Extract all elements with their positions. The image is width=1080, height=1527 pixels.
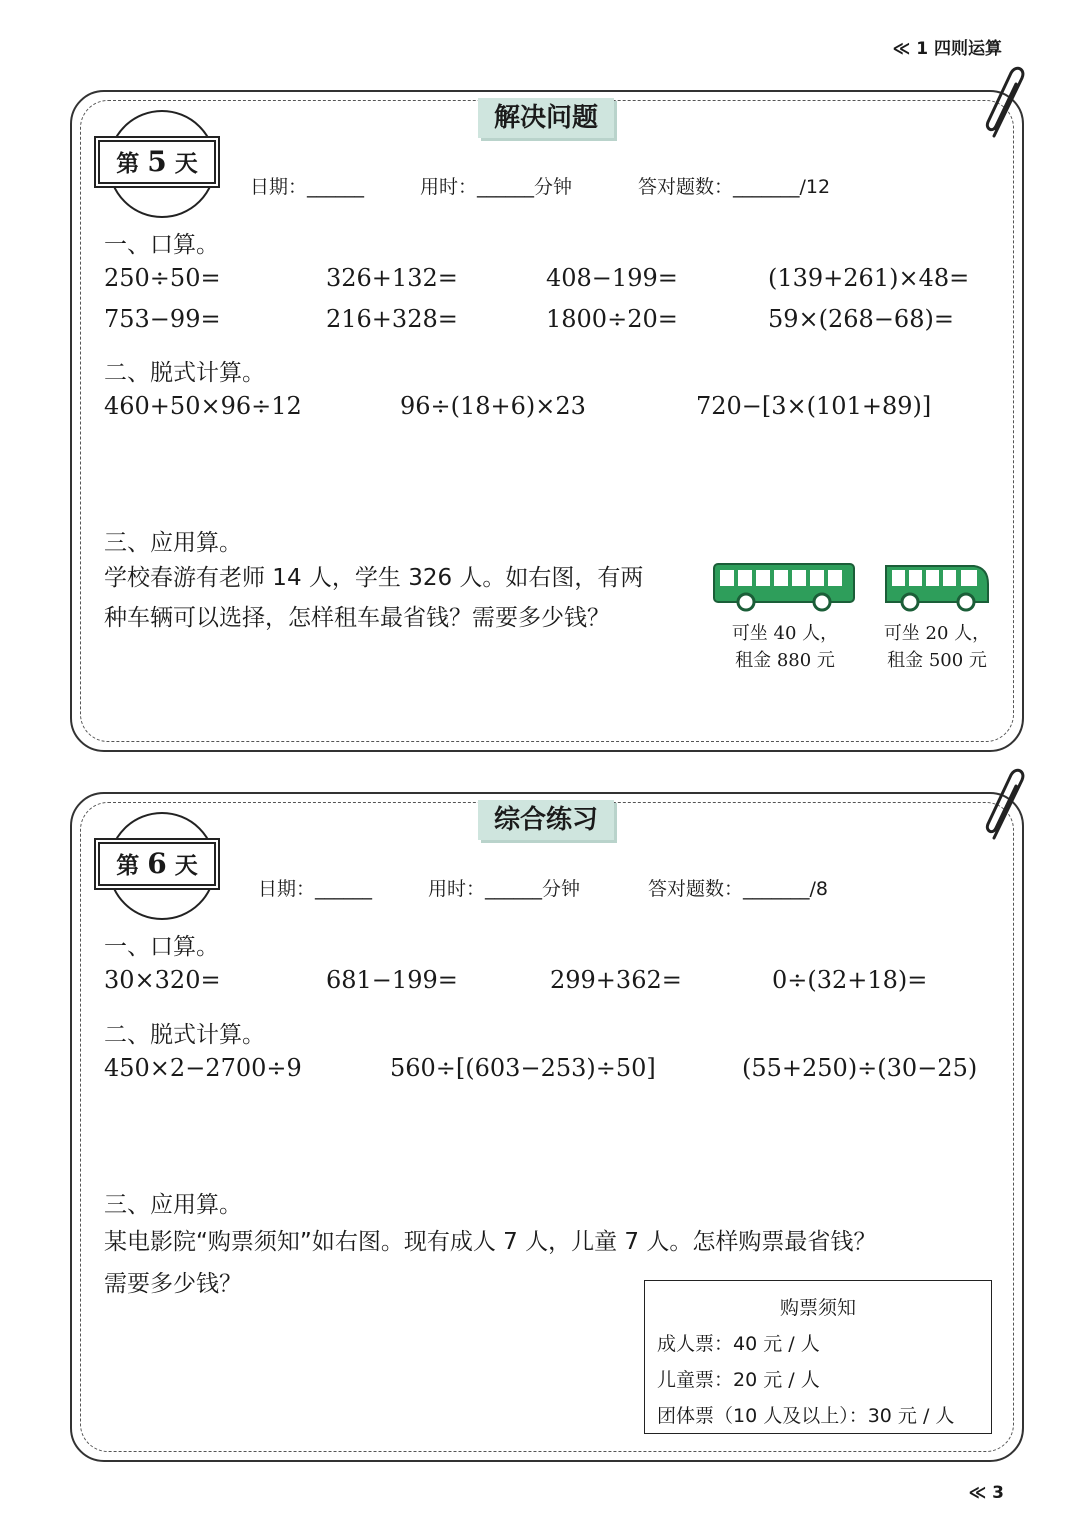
stepwise-problem: 460+50×96÷12	[104, 392, 302, 420]
day-number: 6	[147, 847, 167, 880]
date-field[interactable]: 日期：______	[250, 176, 365, 198]
day-badge	[98, 842, 216, 886]
oral-problem: (139+261)×48=	[768, 264, 970, 292]
small-bus-price: 租金 500 元	[887, 650, 987, 671]
notice-adult-price: 成人票：40 元 / 人	[657, 1333, 820, 1355]
part1-heading: 一、口算。	[104, 232, 219, 258]
section-title: 解决问题	[478, 98, 614, 138]
paperclip-icon	[976, 766, 1036, 846]
small-bus-icon	[884, 562, 992, 614]
chapter-header: ≪ 1 四则运算	[892, 39, 1002, 59]
oral-problem: 299+362=	[550, 966, 682, 994]
small-bus-capacity: 可坐 20 人，	[883, 623, 991, 644]
small-bus-caption	[862, 620, 1012, 674]
score-field[interactable]: 答对题数：_______/8	[648, 878, 828, 900]
notice-group-price: 团体票（10 人及以上）：30 元 / 人	[657, 1405, 955, 1427]
time-field[interactable]: 用时：______分钟	[428, 878, 581, 900]
oral-problem: 1800÷20=	[546, 305, 678, 333]
section-title: 综合练习	[478, 800, 614, 840]
oral-problem: 0÷(32+18)=	[772, 966, 928, 994]
oral-problem: 681−199=	[326, 966, 458, 994]
oral-problem: 408−199=	[546, 264, 678, 292]
part2-heading: 二、脱式计算。	[104, 360, 265, 386]
large-bus-icon	[712, 562, 858, 614]
paperclip-icon	[976, 64, 1036, 144]
part1-heading: 一、口算。	[104, 934, 219, 960]
notice-title: 购票须知	[779, 1297, 856, 1319]
problem-line: 需要多少钱？	[104, 1271, 242, 1297]
part2-heading: 二、脱式计算。	[104, 1022, 265, 1048]
stepwise-problem: (55+250)÷(30−25)	[742, 1054, 978, 1082]
oral-problem: 250÷50=	[104, 264, 221, 292]
time-field[interactable]: 用时：______分钟	[420, 176, 573, 198]
stepwise-problem: 720−[3×(101+89)]	[696, 392, 932, 420]
day-number: 5	[147, 145, 167, 178]
day5-card	[70, 90, 1024, 752]
day6-card	[70, 792, 1024, 1462]
oral-problem: 30×320=	[104, 966, 221, 994]
part3-heading: 三、应用算。	[104, 530, 242, 556]
problem-line: 学校春游有老师 14 人，学生 326 人。如右图，有两	[104, 565, 644, 591]
problem-line: 种车辆可以选择，怎样租车最省钱？需要多少钱？	[104, 605, 610, 631]
day-label-pre: 第	[116, 150, 140, 177]
day-label-post: 天	[174, 852, 198, 879]
oral-problem: 753−99=	[104, 305, 221, 333]
oral-problem: 326+132=	[326, 264, 458, 292]
large-bus-caption	[710, 620, 860, 674]
oral-problem: 59×(268−68)=	[768, 305, 954, 333]
day-badge	[98, 140, 216, 184]
oral-problem: 216+328=	[326, 305, 458, 333]
stepwise-problem: 96÷(18+6)×23	[400, 392, 586, 420]
stepwise-problem: 450×2−2700÷9	[104, 1054, 302, 1082]
day-label-post: 天	[174, 150, 198, 177]
date-field[interactable]: 日期：______	[258, 878, 373, 900]
large-bus-price: 租金 880 元	[735, 650, 835, 671]
part3-heading: 三、应用算。	[104, 1192, 242, 1218]
score-field[interactable]: 答对题数：_______/12	[638, 176, 831, 198]
large-bus-capacity: 可坐 40 人，	[731, 623, 839, 644]
day-label-pre: 第	[116, 852, 140, 879]
page-number: ≪ 3	[968, 1483, 1004, 1503]
ticket-notice-box	[644, 1280, 992, 1434]
stepwise-problem: 560÷[(603−253)÷50]	[390, 1054, 656, 1082]
notice-child-price: 儿童票：20 元 / 人	[657, 1369, 820, 1391]
problem-line: 某电影院“购票须知”如右图。现有成人 7 人，儿童 7 人。怎样购票最省钱？	[104, 1229, 877, 1255]
